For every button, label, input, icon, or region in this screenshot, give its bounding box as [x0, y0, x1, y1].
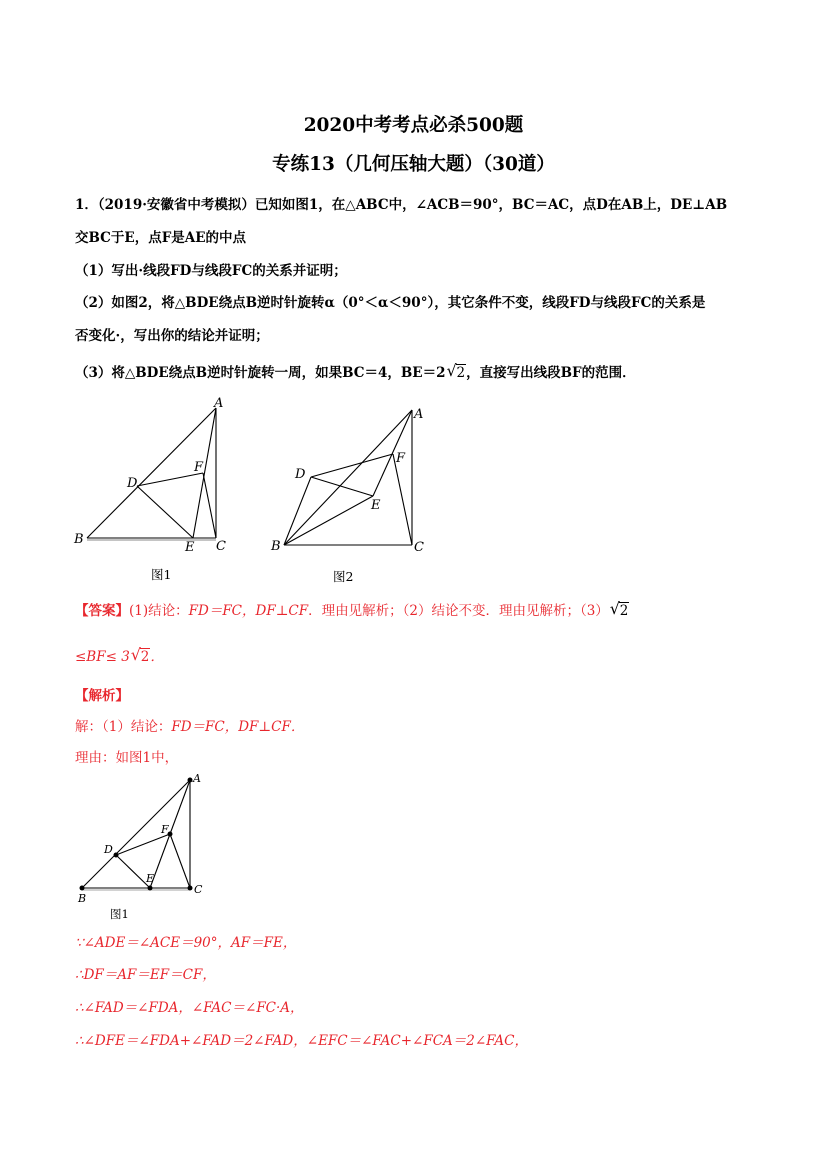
solution-line — [75, 715, 304, 735]
question-2-line2: 否变化·，写出你的结论并证明； — [75, 328, 269, 344]
question-3-suffix: ，直接写出线段BF的范围． — [466, 365, 636, 381]
label-a: A — [214, 396, 224, 411]
question-3 — [75, 361, 636, 381]
figure-2 — [265, 398, 435, 558]
question-3-prefix: （3）将△BDE绕点B逆时针旋转一周，如果BC＝4，BE＝2 — [75, 365, 446, 381]
label-a: A — [193, 772, 201, 785]
label-b: B — [74, 532, 84, 547]
answer-line2 — [75, 645, 164, 665]
answer-line1 — [75, 599, 629, 619]
label-d: D — [104, 843, 113, 856]
label-e: E — [146, 872, 155, 885]
answer-text1: (1)结论： — [129, 603, 189, 619]
label-f: F — [396, 451, 406, 466]
answer-expr1: FD＝FC，DF⊥CF — [188, 603, 309, 619]
label-c: C — [216, 539, 226, 554]
label-d: D — [127, 476, 138, 491]
sqrt-radical: √ 2 — [609, 599, 629, 619]
answer-text2: ．理由见解析；（2）结论不变．理由见解析；（3） — [308, 603, 609, 619]
figure-3 — [70, 770, 210, 910]
proof-step-1: ∵∠ADE＝∠ACE＝90°，AF＝FE， — [75, 935, 297, 951]
page-subtitle: 专练13（几何压轴大题）（30道） — [272, 154, 555, 175]
analysis-tag: 【解析】 — [75, 688, 129, 704]
figure-1-caption: 图1 — [151, 567, 172, 582]
label-b: B — [271, 539, 281, 554]
label-b: B — [78, 892, 87, 905]
answer-tag: 【答案】 — [75, 603, 129, 619]
figure-2-caption: 图2 — [333, 569, 354, 584]
question-2-line1: （2）如图2，将△BDE绕点B逆时针旋转α（0°＜α＜90°），其它条件不变，线段FD与线段FC的关系是 — [75, 295, 706, 311]
solution-prefix: 解：（1）结论： — [75, 719, 172, 735]
question-1: （1）写出·线段FD与线段FC的关系并证明； — [75, 263, 347, 279]
problem-intro-line2: 交BC于E，点F是AE的中点 — [75, 230, 247, 246]
label-e: E — [371, 498, 381, 513]
sqrt-radical: √ 2 — [130, 645, 150, 665]
label-d: D — [295, 467, 306, 482]
proof-step-3: ∴∠FAD＝∠FDA，∠FAC＝∠FC·A， — [75, 1000, 304, 1016]
answer-end: ． — [150, 649, 164, 665]
proof-step-2: ∴DF＝AF＝EF＝CF， — [75, 967, 216, 983]
sqrt-radical: √ 2 — [446, 361, 466, 381]
figure-3-caption: 图1 — [110, 907, 129, 921]
label-c: C — [194, 883, 203, 896]
label-f: F — [194, 460, 204, 475]
solution-expr: FD＝FC，DF⊥CF． — [171, 719, 305, 735]
reason-line: 理由：如图1中， — [75, 750, 179, 766]
problem-intro-line1: 1．（2019·安徽省中考模拟）已知如图1，在△ABC中，∠ACB＝90°，BC＝AC，点D在AB上，DE⊥AB — [75, 197, 728, 213]
label-a: A — [414, 407, 424, 422]
label-f: F — [161, 823, 169, 836]
page-title: 2020中考考点必杀500题 — [303, 115, 524, 136]
label-c: C — [414, 540, 424, 555]
answer-range: ≤BF≤ 3 — [75, 649, 130, 665]
label-e: E — [185, 540, 195, 555]
figure-1 — [70, 392, 240, 557]
proof-step-4: ∴∠DFE＝∠FDA+∠FAD＝2∠FAD，∠EFC＝∠FAC+∠FCA＝2∠FAC， — [75, 1033, 528, 1049]
